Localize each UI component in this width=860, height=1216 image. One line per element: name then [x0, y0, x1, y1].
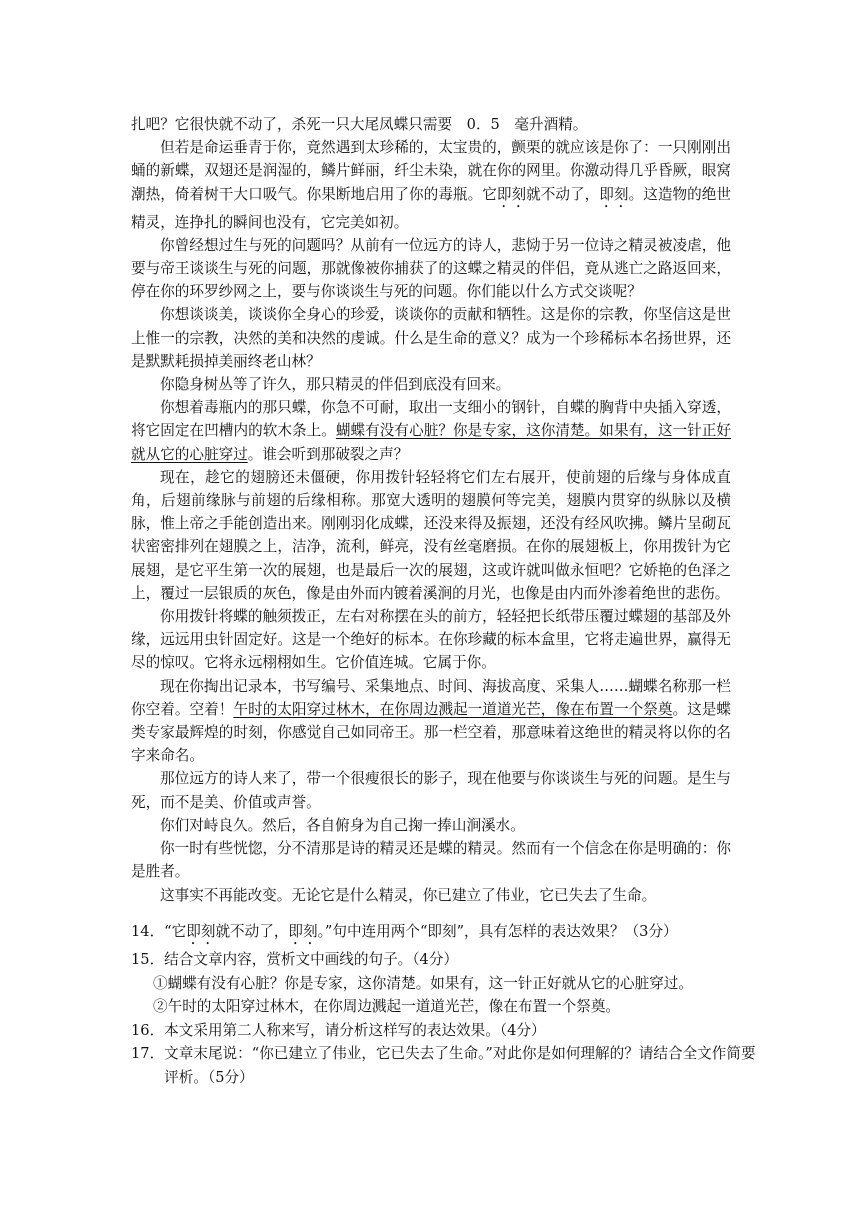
article-paragraph: 这事实不再能改变。无论它是什么精灵，你已建立了伟业，它已失去了生命。 [160, 886, 657, 904]
question-list [131, 920, 761, 1089]
question-text: “它即刻就不动了，即刻。”句中连用两个“即刻”，具有怎样的表达效果？（3分） [164, 923, 678, 940]
article-paragraph: 但若是命运垂青于你，竟然遇到太珍稀的，太宝贵的，颤栗的就应该是你了：一只刚刚出蛹的新蝶，双翅还是润湿的，鳞片鲜丽，纤尘未染，就在你的网里。你激动得几乎昏厥，眼窝潮热，倚着树干大口吸气。你果断地启用了你的毒瓶。它即刻就不动了，即刻。这造物的绝世精灵，连挣扎的瞬间也没有，它完美如初。 [131, 139, 731, 231]
article-paragraph: 现在你掏出记录本，书写编号、采集地点、时间、海拔高度、采集人……蝴蝶名称那一栏你空着。空着！午时的太阳穿过林木，在你周边溅起一道道光芒，像在布置一个祭奠。这是蝶类专家最辉煌的时刻，你感觉自己如同帝王。那一栏空着，那意味着这绝世的精灵将以你的名字来命名。 [131, 677, 731, 765]
question-14 [131, 920, 761, 948]
question-15-sentence-2: ②午时的太阳穿过林木，在你周边溅起一道道光芒，像在布置一个祭奠。 [153, 998, 621, 1015]
question-text: 本文采用第二人称来写，请分析这样写的表达效果。（4分） [164, 1021, 546, 1039]
question-15-sentence-1: ①蝴蝶有没有心脏？你是专家，这你清楚。如果有，这一针正好就从它的心脏穿过。 [153, 974, 693, 992]
emphasis-dots: 即刻 [288, 923, 318, 940]
article-paragraph: 现在，趁它的翅膀还未僵硬，你用拨针轻轻将它们左右展开，使前翅的后缘与身体成直角，后翅前缘脉与前翅的后缘相称。那宽大透明的翅膜何等完美，翅膜内贯穿的纵脉以及横脉，惟上帝之手能创造出来。刚刚羽化成蝶，还没来得及振翅，还没有经风吹拂。鳞片呈砌瓦状密密排列在翅膜之上，洁净，流利，鲜亮，没有丝毫磨损。在你的展翅板上，你用拨针为它展翅，是它平生第一次的展翅，也是最后一次的展翅，这或许就叫做永恒吧？它娇艳的色泽之上，覆过一层银质的灰色，像是由外而内镀着溪涧的月光，也像是由内而外渗着绝世的悲伤。 [131, 468, 731, 602]
question-number: 14． [131, 923, 165, 940]
article-paragraph: 扎吧？它很快就不动了，杀死一只大尾凤蝶只需要 0．5 毫升酒精。 [131, 116, 588, 133]
article-paragraph: 你曾经想过生与死的问题吗？从前有一位远方的诗人，悲恸于另一位诗之精灵被凌虐，他要与帝王谈谈生与死的问题，那就像被你捕获了的这蝶之精灵的伴侣，竟从逃亡之路返回来，停在你的环罗纱网之上，要与你谈谈生与死的问题。你们能以什么方式交谈呢？ [131, 236, 731, 301]
question-number: 15． [131, 951, 165, 968]
question-15 [131, 948, 761, 972]
question-text: 文章末尾说：“你已建立了伟业，它已失去了生命。”对此你是如何理解的？请结合全文作简要评析。（5分） [164, 1045, 756, 1086]
emphasis-dots: 即刻 [599, 185, 629, 203]
article-body [131, 113, 731, 907]
underlined-sentence-1: 蝴蝶有没有心脏？你是专家，这你清楚。如果有，这一针正好就从它的心脏穿过 [131, 422, 731, 463]
underlined-sentence-2: 午时的太阳穿过林木，在你周边溅起一道道光芒，像在布置一个祭奠 [233, 700, 673, 718]
article-paragraph: 你用拨针将蝶的触须拨正，左右对称摆在头的前方，轻轻把长纸带压覆过蝶翅的基部及外缘，远远用虫针固定好。这是一个绝好的标本。在你珍藏的标本盒里，它将走遍世界，赢得无尽的惊叹。它将永远栩栩如生。它价值连城。它属于你。 [131, 608, 731, 672]
question-number: 16． [131, 1021, 165, 1039]
question-17 [131, 1042, 761, 1089]
question-number: 17． [131, 1045, 165, 1062]
article-paragraph: 你隐身树丛等了许久，那只精灵的伴侣到底没有回来。 [160, 376, 511, 394]
question-16 [131, 1019, 761, 1043]
article-paragraph: 你想着毒瓶内的那只蝶，你急不可耐，取出一支细小的钢针，自蝶的胸背中央插入穿透，将它固定在凹槽内的软木条上。蝴蝶有没有心脏？你是专家，这你清楚。如果有，这一针正好就从它的心脏穿过。谁会听到那破裂之声？ [131, 399, 731, 463]
article-paragraph: 你想谈谈美，谈谈你全身心的珍爱，谈谈你的贡献和牺牲。这是你的宗教，你坚信这是世上惟一的宗教，决然的美和决然的虔诚。什么是生命的意义？成为一个珍稀标本名扬世界，还是默默耗损掉美丽终老山林？ [131, 306, 731, 370]
emphasis-dots: 即刻 [186, 923, 216, 940]
article-paragraph: 那位远方的诗人来了，带一个很瘦很长的影子，现在他要与你谈谈生与死的问题。是生与死，而不是美、价值或声誉。 [131, 770, 731, 811]
article-paragraph: 你们对峙良久。然后，各自俯身为自己掬一捧山涧溪水。 [160, 816, 525, 834]
question-text: 结合文章内容，赏析文中画线的句子。（4分） [164, 951, 459, 968]
article-paragraph: 你一时有些恍惚，分不清那是诗的精灵还是蝶的精灵。然而有一个信念在你是明确的：你是胜者。 [131, 840, 731, 881]
emphasis-dots: 即刻 [496, 185, 527, 203]
